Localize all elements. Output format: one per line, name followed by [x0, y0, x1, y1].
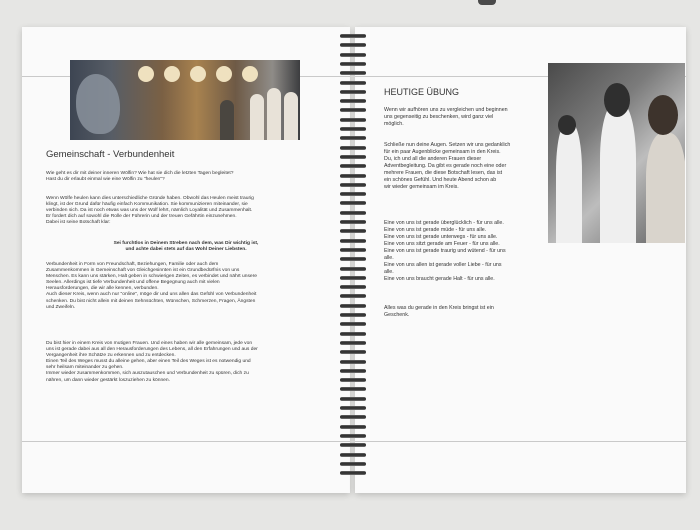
- spiral-coil: [340, 294, 366, 298]
- spiral-coil: [340, 406, 366, 410]
- woman-head: [604, 83, 630, 117]
- left-heading: Gemeinschaft - Verbundenheit: [46, 149, 175, 160]
- bottom-rule: [22, 441, 350, 442]
- spiral-coil: [340, 397, 366, 401]
- woman-figure: [600, 103, 636, 243]
- spiral-coil: [340, 174, 366, 178]
- spiral-coil: [340, 322, 366, 326]
- bottom-rule: [355, 441, 686, 442]
- circle-affirmation-list: Eine von uns ist gerade überglücklich - für uns alle. Eine von uns ist gerade müde - für uns alle. Eine von uns ist gerade unterwegs - für uns alle. Eine von uns sitzt gerade am Feuer - für uns alle. Eine von uns ist gerade traurig und wütend - für uns alle. Eine von uns allen ist gerade voller Liebe - für uns alle. Eine von uns braucht gerade Halt - für uns alle.: [384, 220, 506, 282]
- intro-paragraph: Wenn wir aufhören uns zu vergleichen und beginnen uns gegenseitig zu beschenken, wird ganz viel möglich.: [384, 107, 508, 127]
- woman-figure: [556, 123, 582, 243]
- spiral-coil: [340, 43, 366, 47]
- spiral-binding: [340, 34, 366, 484]
- spiral-coil: [340, 53, 366, 57]
- woman-figure: [646, 133, 685, 243]
- spiral-coil: [340, 192, 366, 196]
- spiral-coil: [340, 313, 366, 317]
- spiral-coil: [340, 453, 366, 457]
- spiral-coil: [340, 136, 366, 140]
- spiral-coil: [340, 71, 366, 75]
- spiral-coil: [340, 285, 366, 289]
- woman-head: [558, 115, 576, 135]
- spiral-coil: [340, 239, 366, 243]
- woman-figure: [220, 100, 234, 140]
- corner-object: [478, 0, 496, 5]
- moon: [242, 66, 258, 82]
- women-circle-photo: [548, 63, 685, 243]
- meditation-paragraph: Schließe nun deine Augen. Setzen wir uns gedanklich für ein paar Augenblicke gemeinsam in den Kreis. Du, ich und all die anderen Frauen dieser Adventbegleitung. Da gibt es gerade noch eine oder mehrere Frauen, die diese Botschaft lesen, das ist ein schönes Gefühl. Und heute Abend schon ab wir wieder gemeinsam im Kreis.: [384, 142, 511, 190]
- paragraph-wolf-howl: Wenn Wölfe heulen kann dies unterschiedliche Gründe haben. Obwohl das Heulen meist traurig klingt, ist der Grund dafür häufig einfach Kommunikation. Sie kommunizieren miteinander, sie verbinden sich. Da ist noch etwas was uns der Wolf lehrt, nämlich Loyalität und Zusammenhalt. Er fordert dich auf sowohl die Rolle der Führerin und der treuen Gefährtin einzunehmen. Dabei ist seine Botschaft klar:: [46, 196, 254, 226]
- paragraph-connection: Verbundenheit in Form von Freundschaft, Beziehungen, Familie oder auch dem Zusammenkommen in Gemeinschaft von Gleichgesinnten ist ein Grundbedürfnis von uns Menschen. Es kann uns stärken, Halt geben in schwierigen Zeiten, es verbindet und nährt unsere Seelen. Allerdings ist tiefe Verbundenheit und offene Begegnung auch mit vielen Herausforderungen, die wir alle kennen, verbunden. Auch dieser Kreis, wenn auch nur "online", möge dir und uns allen das Gefühl von Verbundenheit schenken. Du bist nicht allein mit deinen Sehnsüchten, Wünschen, Schmerzen, Fragen, Ängsten und Zweifeln.: [46, 262, 257, 310]
- spiral-coil: [340, 81, 366, 85]
- wolf-figure: [76, 74, 120, 134]
- wolf-moon-circle-banner-image: [70, 60, 300, 140]
- spiral-coil: [340, 434, 366, 438]
- spiral-coil: [340, 350, 366, 354]
- woman-figure: [250, 94, 264, 140]
- moon: [164, 66, 180, 82]
- spiral-coil: [340, 415, 366, 419]
- spiral-coil: [340, 220, 366, 224]
- spiral-coil: [340, 99, 366, 103]
- moon: [190, 66, 206, 82]
- spiral-coil: [340, 127, 366, 131]
- spiral-coil: [340, 443, 366, 447]
- spiral-coil: [340, 90, 366, 94]
- spiral-coil: [340, 118, 366, 122]
- spiral-coil: [340, 34, 366, 38]
- spiral-coil: [340, 183, 366, 187]
- moon: [138, 66, 154, 82]
- spiral-coil: [340, 304, 366, 308]
- moon: [216, 66, 232, 82]
- spiral-coil: [340, 155, 366, 159]
- spiral-coil: [340, 341, 366, 345]
- spiral-coil: [340, 164, 366, 168]
- closing-text: Alles was du gerade in den Kreis bringst ist ein Geschenk.: [384, 305, 494, 318]
- woman-head: [648, 95, 678, 135]
- paragraph-circle: Du bist hier in einem Kreis von mutigen Frauen. Und eines haben wir alle gemeinsam, jede von uns ist gerade dabei aus all den Herausforderungen des Lebens, all den Erfahrungen und aus der Vergangenheit ihre Schätze zu erkennen und zu entdecken. Einen Teil des Weges musst du alleine gehen, aber einen Teil des Weges ist es notwendig und sehr heilsam miteinander zu gehen. Immer wieder zusammenkommen, sich auszutauschen und Verbundenheit zu spüren, dich zu nähren, um dann wieder gestärkt loszuziehen zu können.: [46, 341, 258, 383]
- spiral-coil: [340, 360, 366, 364]
- spiral-coil: [340, 62, 366, 66]
- spiral-coil: [340, 108, 366, 112]
- woman-figure: [284, 92, 298, 140]
- spiral-coil: [340, 276, 366, 280]
- spiral-coil: [340, 201, 366, 205]
- spiral-coil: [340, 425, 366, 429]
- spiral-coil: [340, 387, 366, 391]
- spiral-coil: [340, 257, 366, 261]
- spiral-coil: [340, 369, 366, 373]
- spiral-coil: [340, 229, 366, 233]
- spiral-coil: [340, 378, 366, 382]
- spiral-coil: [340, 332, 366, 336]
- spiral-coil: [340, 211, 366, 215]
- spiral-coil: [340, 471, 366, 475]
- spiral-coil: [340, 146, 366, 150]
- spiral-coil: [340, 267, 366, 271]
- wolf-message-quote: Sei furchtlos in Deinem Streben nach dem, was Dir wichtig ist, und achte dabei stets auf das Wohl Deiner Liebsten.: [113, 241, 259, 253]
- intro-questions: Wie geht es dir mit deiner inneren Wölfin? Wie hat sie dich die letzten Tagen begleitet? Hast du dir erlaubt einmal wie eine Wölfin zu "heulen"?: [46, 171, 234, 183]
- woman-figure: [267, 88, 281, 140]
- spiral-coil: [340, 462, 366, 466]
- right-heading: HEUTIGE ÜBUNG: [384, 87, 460, 97]
- spiral-coil: [340, 248, 366, 252]
